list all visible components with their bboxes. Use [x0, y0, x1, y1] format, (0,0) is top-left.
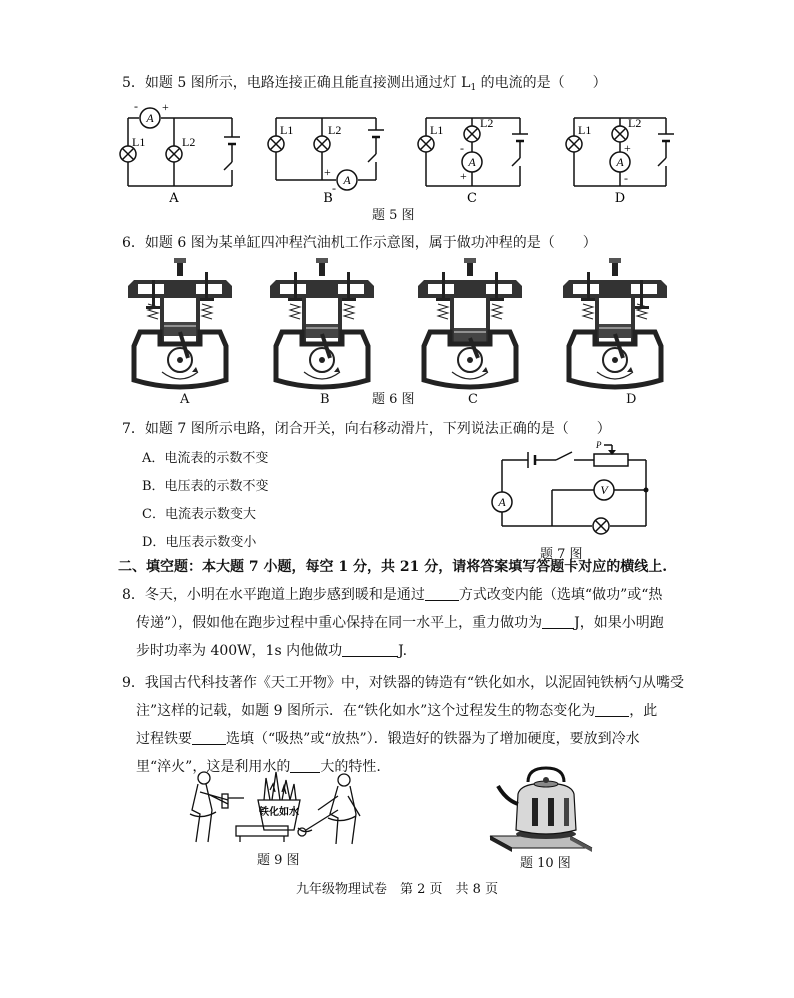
engine-option-c: C [468, 392, 478, 407]
q9-line2: 注”这样的记载，如题 9 图所示．在“铁化如水”这个过程发生的物态变化为 ，此 [136, 703, 658, 719]
lamp-label-l1: L1 [132, 135, 146, 149]
q8-line3: 步时功率为 400W，1s 内他做功 J. [136, 643, 408, 659]
q8-blank-2[interactable] [542, 614, 574, 629]
engine-diagram-c [418, 258, 522, 387]
q5-text: 5．如题 5 图所示，电路连接正确且能直接测出通过灯 $L_1$ 的电流的是（ ） [122, 75, 607, 93]
voltmeter-label: V [600, 483, 608, 497]
q8-blank-1[interactable] [425, 586, 459, 601]
lamp-icon [593, 518, 609, 534]
engine-option-b: B [320, 392, 330, 407]
ammeter-label: A [146, 111, 154, 125]
page-footer: 九年级物理试卷 第 2 页 共 8 页 [296, 882, 499, 897]
section2-heading: 二、填空题：本大题 7 小题，每空 1 分，共 21 分，请将答案填写答题卡对应的横线上. [118, 559, 668, 575]
plus-sign: + [460, 169, 467, 183]
fig9-caption: 题 9 图 [257, 853, 300, 868]
q9-line1: 9．我国古代科技著作《天工开物》中，对铁器的铸造有“铁化如水，以泥固钝铁柄勺从嘴受 [122, 675, 685, 691]
engine-diagram-d [563, 258, 667, 387]
ammeter-label: A [616, 155, 624, 169]
plus-sign: + [324, 165, 331, 179]
minus-sign: - [332, 181, 336, 195]
minus-sign: - [134, 99, 138, 113]
lamp-label-l1: L1 [430, 123, 444, 137]
lamp-label-l1: L1 [578, 123, 592, 137]
lamp-label-l2: L2 [480, 116, 494, 130]
engine-diagram-a [128, 258, 232, 387]
q9-line4: 里“淬火”，这是利用水的 大的特性. [136, 759, 381, 775]
engine-option-d: D [626, 392, 637, 407]
circuit-q7 [488, 440, 658, 540]
minus-sign: - [460, 141, 464, 155]
option-b-label: B [323, 191, 333, 206]
fig9-illustration [178, 770, 388, 850]
option-c-label: C [467, 191, 477, 206]
option-d-label: D [614, 191, 626, 206]
ammeter-label: A [498, 495, 506, 509]
q7-choice-a[interactable]: A．电流表的示数不变 [142, 451, 269, 466]
q9-line3: 过程铁要 选填（“吸热”或“放热”）．锻造好的铁器为了增加硬度，要放到冷水 [136, 731, 640, 747]
q7-choice-b[interactable]: B．电压表的示数不变 [142, 479, 269, 494]
q6-text: 6．如题 6 图为某单缸四冲程汽油机工作示意图，属于做功冲程的是（ ） [122, 235, 597, 251]
option-a-label: A [169, 191, 179, 206]
q8-line2: 传递”），假如他在跑步过程中重心保持在同一水平上，重力做功为 J，如果小明跑 [136, 615, 664, 631]
furnace-label: 铁化如水 [259, 807, 299, 818]
fig7-caption: 题 7 图 [540, 547, 583, 562]
ammeter-label: A [468, 155, 476, 169]
q9-blank-1[interactable] [595, 702, 629, 717]
q9-blank-2[interactable] [192, 730, 226, 745]
lamp-label-l2: L2 [328, 123, 342, 137]
q7-text: 7．如题 7 图所示电路，闭合开关，向右移动滑片，下列说法正确的是（ ） [122, 421, 611, 437]
q8-line1: 8．冬天，小明在水平跑道上跑步感到暖和是通过 方式改变内能（选填“做功”或“热 [122, 587, 663, 603]
minus-sign: - [624, 171, 628, 185]
ammeter-label: A [343, 173, 351, 187]
q8-blank-3[interactable] [342, 642, 398, 657]
plus-sign: + [162, 100, 169, 114]
lamp-label-l2: L2 [182, 135, 196, 149]
lamp-label-l1: L1 [280, 123, 294, 137]
fig10-caption: 题 10 图 [520, 856, 571, 871]
engine-option-a: A [180, 392, 190, 407]
slider-label: P [596, 440, 602, 450]
fig6-caption: 题 6 图 [372, 392, 415, 407]
q7-choice-c[interactable]: C．电流表示数变大 [142, 507, 256, 522]
lamp-label-l2: L2 [628, 116, 642, 130]
q7-choice-d[interactable]: D．电压表示数变小 [142, 535, 257, 550]
plus-sign: + [624, 141, 631, 155]
fig5-caption: 题 5 图 [372, 208, 415, 223]
engine-diagram-b [270, 258, 374, 387]
fig10-kettle [488, 764, 598, 854]
